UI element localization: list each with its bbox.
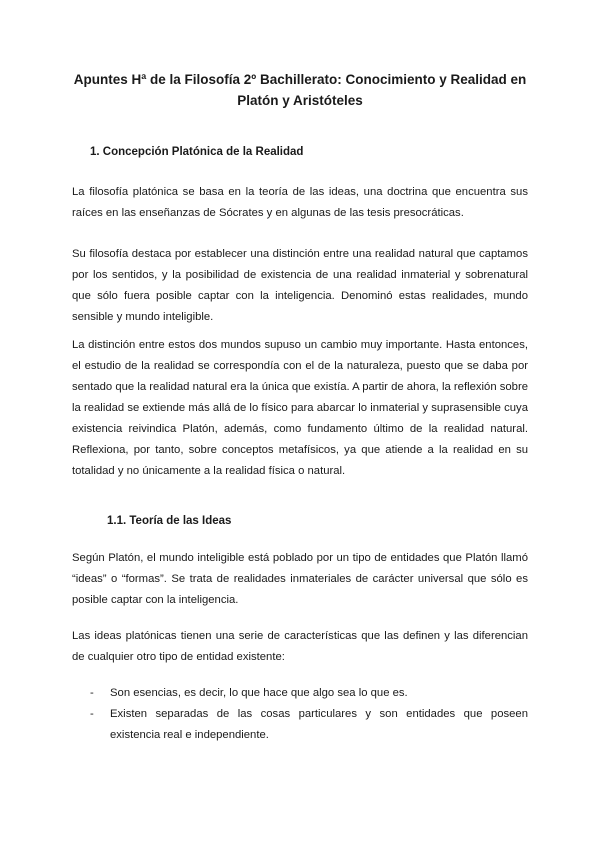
- section-heading-1: 1. Concepción Platónica de la Realidad: [90, 146, 304, 158]
- paragraph: Las ideas platónicas tienen una serie de características que las definen y las diferencian de cualquier otro tipo de entidad existente:: [72, 630, 528, 663]
- list-item-text: Son esencias, es decir, lo que hace que algo sea lo que es.: [110, 687, 408, 699]
- paragraph: Su filosofía destaca por establecer una distinción entre una realidad natural que captamos por los sentidos, y la posibilidad de existencia de una realidad inmaterial y sobrenatural que sólo fuera posible captar con la inteligencia. Denominó estas realidades, mundo sensible y mundo inteligible.: [72, 248, 528, 323]
- list-item: [72, 683, 528, 704]
- document-title: Apuntes Hª de la Filosofía 2º Bachillerato: Conocimiento y Realidad en Platón y Aristóteles: [73, 72, 527, 108]
- paragraph: Según Platón, el mundo inteligible está poblado por un tipo de entidades que Platón llamó “ideas” o “formas”. Se trata de realidades inmateriales de carácter universal que sólo es posible captar con la inteligencia.: [72, 552, 528, 606]
- section-heading-1-1: 1.1. Teoría de las Ideas: [107, 515, 232, 527]
- dash-bullet: -: [90, 708, 94, 720]
- paragraph: La filosofía platónica se basa en la teoría de las ideas, una doctrina que encuentra sus raíces en las enseñanzas de Sócrates y en algunas de las tesis presocráticas.: [72, 186, 528, 219]
- dash-bullet: -: [90, 687, 94, 699]
- list-item: [72, 704, 528, 746]
- paragraph: La distinción entre estos dos mundos supuso un cambio muy importante. Hasta entonces, el estudio de la realidad se correspondía con el de la naturaleza, puesto que se daba por sentado que la realidad natural era la única que existía. A partir de ahora, la reflexión sobre la realidad se extiende más allá de lo físico para abarcar lo inmaterial y suprasensible cuya existencia reivindica Platón, además, como fundamento último de la realidad natural. Reflexiona, por tanto, sobre conceptos metafísicos, ya que atiende a la realidad en su totalidad y no únicamente a la realidad física o natural.: [72, 339, 528, 477]
- characteristics-list: [72, 683, 528, 746]
- list-item-text: Existen separadas de las cosas particulares y son entidades que poseen existencia real e independiente.: [110, 708, 528, 741]
